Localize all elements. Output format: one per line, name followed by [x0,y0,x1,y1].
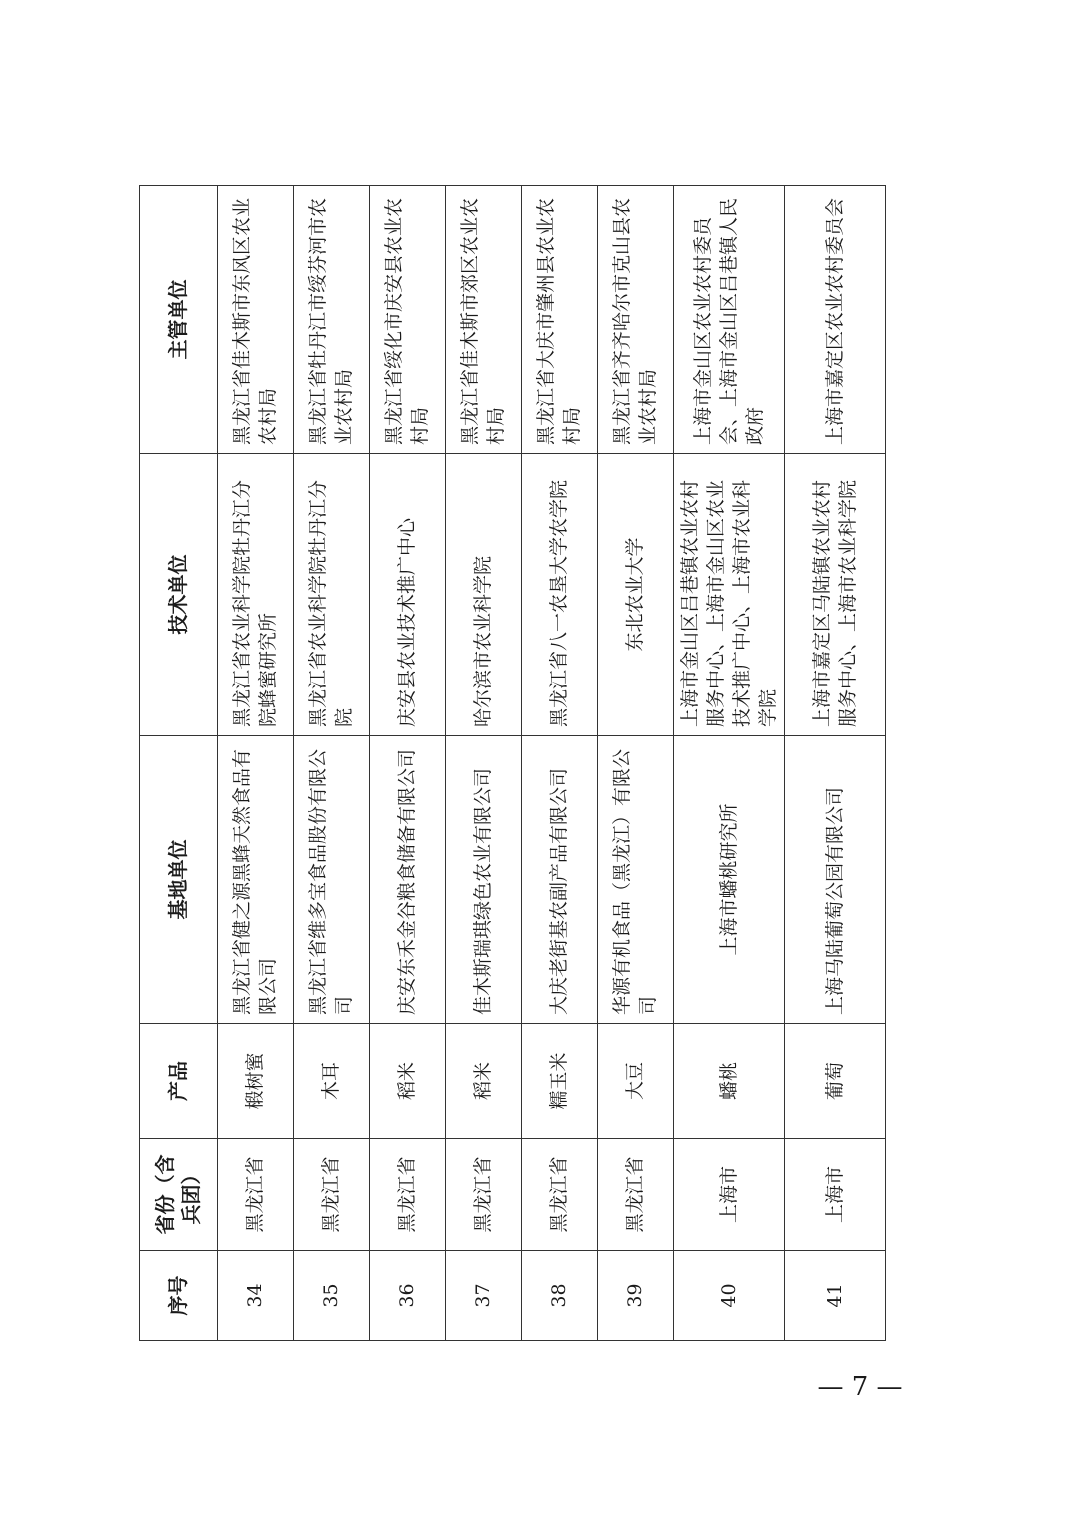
header-province: 省份（含兵团） [140,1139,218,1251]
cell-product: 椴树蜜 [217,1024,293,1139]
cell-admin: 上海市嘉定区农业农村委员会 [785,186,886,454]
cell-base: 华源有机食品（黑龙江）有限公司 [597,736,673,1024]
cell-province: 黑龙江省 [521,1139,597,1251]
cell-tech: 哈尔滨市农业科学院 [445,454,521,736]
cell-seq: 41 [785,1251,886,1341]
header-base: 基地单位 [140,736,218,1024]
table-row [293,186,369,1341]
cell-admin: 黑龙江省牡丹江市绥芬河市农业农村局 [293,186,369,454]
page-number: — 7 — [817,1372,903,1402]
rotated-table-wrapper [139,186,886,1341]
cell-seq: 38 [521,1251,597,1341]
cell-tech: 黑龙江省农业科学院牡丹江分院蜂蜜研究所 [217,454,293,736]
header-admin: 主管单位 [140,186,218,454]
cell-province: 黑龙江省 [217,1139,293,1251]
header-seq: 序号 [140,1251,218,1341]
cell-province: 黑龙江省 [369,1139,445,1251]
cell-base: 大庆老街基农副产品有限公司 [521,736,597,1024]
cell-seq: 34 [217,1251,293,1341]
cell-base: 上海市蟠桃研究所 [673,736,785,1024]
table-header-row [140,186,218,1341]
header-product: 产品 [140,1024,218,1139]
cell-tech: 庆安县农业技术推广中心 [369,454,445,736]
table-row [597,186,673,1341]
cell-seq: 40 [673,1251,785,1341]
cell-product: 葡萄 [785,1024,886,1139]
cell-tech: 上海市金山区吕巷镇农业农村服务中心、上海市金山区农业技术推广中心、上海市农业科学院 [673,454,785,736]
cell-base: 黑龙江省健之源黑蜂天然食品有限公司 [217,736,293,1024]
cell-seq: 36 [369,1251,445,1341]
cell-base: 佳木斯瑞琪绿色农业有限公司 [445,736,521,1024]
table-row [673,186,785,1341]
cell-seq: 37 [445,1251,521,1341]
base-list-table [139,185,886,1341]
cell-tech: 黑龙江省农业科学院牡丹江分院 [293,454,369,736]
cell-admin: 黑龙江省大庆市肇州县农业农村局 [521,186,597,454]
cell-admin: 黑龙江省佳木斯市郊区农业农村局 [445,186,521,454]
cell-province: 上海市 [673,1139,785,1251]
cell-product: 木耳 [293,1024,369,1139]
table-row [369,186,445,1341]
cell-product: 稻米 [445,1024,521,1139]
cell-product: 大豆 [597,1024,673,1139]
header-tech: 技术单位 [140,454,218,736]
cell-base: 庆安东禾金谷粮食储备有限公司 [369,736,445,1024]
cell-product: 稻米 [369,1024,445,1139]
cell-province: 黑龙江省 [445,1139,521,1251]
cell-product: 糯玉米 [521,1024,597,1139]
cell-admin: 黑龙江省绥化市庆安县农业农村局 [369,186,445,454]
table-row [785,186,886,1341]
table-row [521,186,597,1341]
cell-admin: 黑龙江省齐齐哈尔市克山县农业农村局 [597,186,673,454]
cell-product: 蟠桃 [673,1024,785,1139]
cell-province: 黑龙江省 [597,1139,673,1251]
cell-province: 上海市 [785,1139,886,1251]
cell-tech: 东北农业大学 [597,454,673,736]
cell-tech: 上海市嘉定区马陆镇农业农村服务中心、上海市农业科学院 [785,454,886,736]
cell-admin: 上海市金山区农业农村委员会、上海市金山区吕巷镇人民政府 [673,186,785,454]
table-row [217,186,293,1341]
cell-province: 黑龙江省 [293,1139,369,1251]
cell-seq: 39 [597,1251,673,1341]
table-row [445,186,521,1341]
cell-base: 上海马陆葡萄公园有限公司 [785,736,886,1024]
cell-tech: 黑龙江省八一农垦大学农学院 [521,454,597,736]
cell-base: 黑龙江省维多宝食品股份有限公司 [293,736,369,1024]
cell-seq: 35 [293,1251,369,1341]
cell-admin: 黑龙江省佳木斯市东风区农业农村局 [217,186,293,454]
